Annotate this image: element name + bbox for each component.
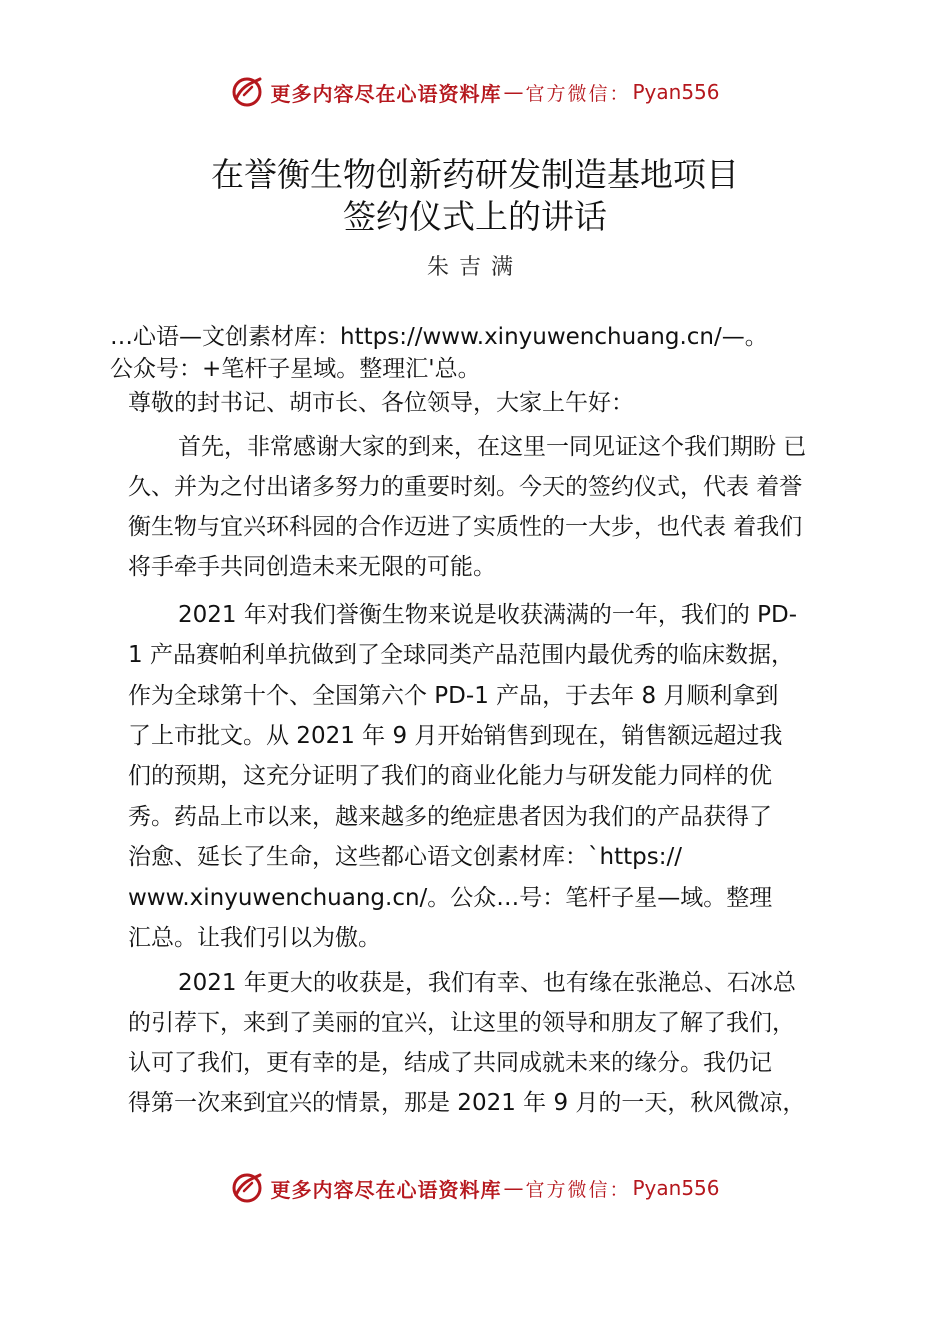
body-line: www.xinyuwenchuang.cn/。公众…号：笔杆子星—域。整理: [128, 885, 773, 911]
body-line: 的引荐下，来到了美丽的宜兴，让这里的领导和朋友了解了我们，: [128, 1010, 795, 1036]
banner-wechat-label: 官方微信：: [525, 82, 631, 105]
body-line: 治愈、延长了生命，这些都心语文创素材库：`https://: [128, 844, 682, 870]
body-line: 得第一次来到宜兴的情景，那是 2021 年 9 月的一天，秋风微凉，: [128, 1090, 806, 1116]
author-name: 朱吉满: [426, 255, 523, 280]
banner-wechat-label: 官方微信：: [525, 1178, 631, 1201]
document-title-line-1: 在誉衡生物创新药研发制造基地项目: [211, 155, 739, 194]
banner-text: 更多内容尽在心语资料库: [270, 81, 502, 106]
body-line: 首先，非常感谢大家的到来，在这里一同见证这个我们期盼 已: [178, 434, 807, 460]
body-line: 了上市批文。从 2021 年 9 月开始销售到现在，销售额远超过我: [128, 723, 783, 749]
body-line: 公众号：+笔杆子星域。整理汇'总。: [110, 356, 481, 382]
body-line: 作为全球第十个、全国第六个 PD-1 产品，于去年 8 月顺利拿到: [128, 683, 779, 709]
logo-icon: [230, 75, 264, 109]
body-line: …心语—文创素材库：https://www.xinyuwenchuang.cn/—。: [110, 324, 768, 350]
banner-separator: —: [503, 1176, 524, 1200]
banner-text: 更多内容尽在心语资料库: [270, 1177, 502, 1202]
document-title-line-2: 签约仪式上的讲话: [343, 197, 607, 236]
logo-icon: [230, 1171, 264, 1205]
body-line: 久、并为之付出诸多努力的重要时刻。今天的签约仪式，代表 着誉: [128, 474, 803, 500]
body-line: 们的预期，这充分证明了我们的商业化能力与研发能力同样的优: [128, 763, 772, 789]
body-line: 秀。药品上市以来，越来越多的绝症患者因为我们的产品获得了: [128, 804, 772, 830]
body-line: 将手牵手共同创造未来无限的可能。: [128, 554, 496, 580]
body-line: 尊敬的封书记、胡市长、各位领导，大家上午好：: [128, 390, 634, 416]
banner-wechat-id: Pyan556: [632, 1176, 720, 1200]
footer-banner: [0, 1168, 950, 1208]
header-banner: [0, 72, 950, 112]
body-line: 1 产品赛帕利单抗做到了全球同类产品范围内最优秀的临床数据，: [128, 642, 794, 668]
banner-separator: —: [503, 80, 524, 104]
body-line: 2021 年更大的收获是，我们有幸、也有缘在张滟总、石冰总: [178, 970, 796, 996]
body-line: 认可了我们，更有幸的是，结成了共同成就未来的缘分。我仍记: [128, 1050, 772, 1076]
body-line: 衡生物与宜兴环科园的合作迈进了实质性的一大步，也代表 着我们: [128, 514, 803, 540]
banner-wechat-id: Pyan556: [632, 80, 720, 104]
body-line: 汇总。让我们引以为傲。: [128, 925, 381, 951]
body-line: 2021 年对我们誉衡生物来说是收获满满的一年，我们的 PD-: [178, 602, 798, 628]
